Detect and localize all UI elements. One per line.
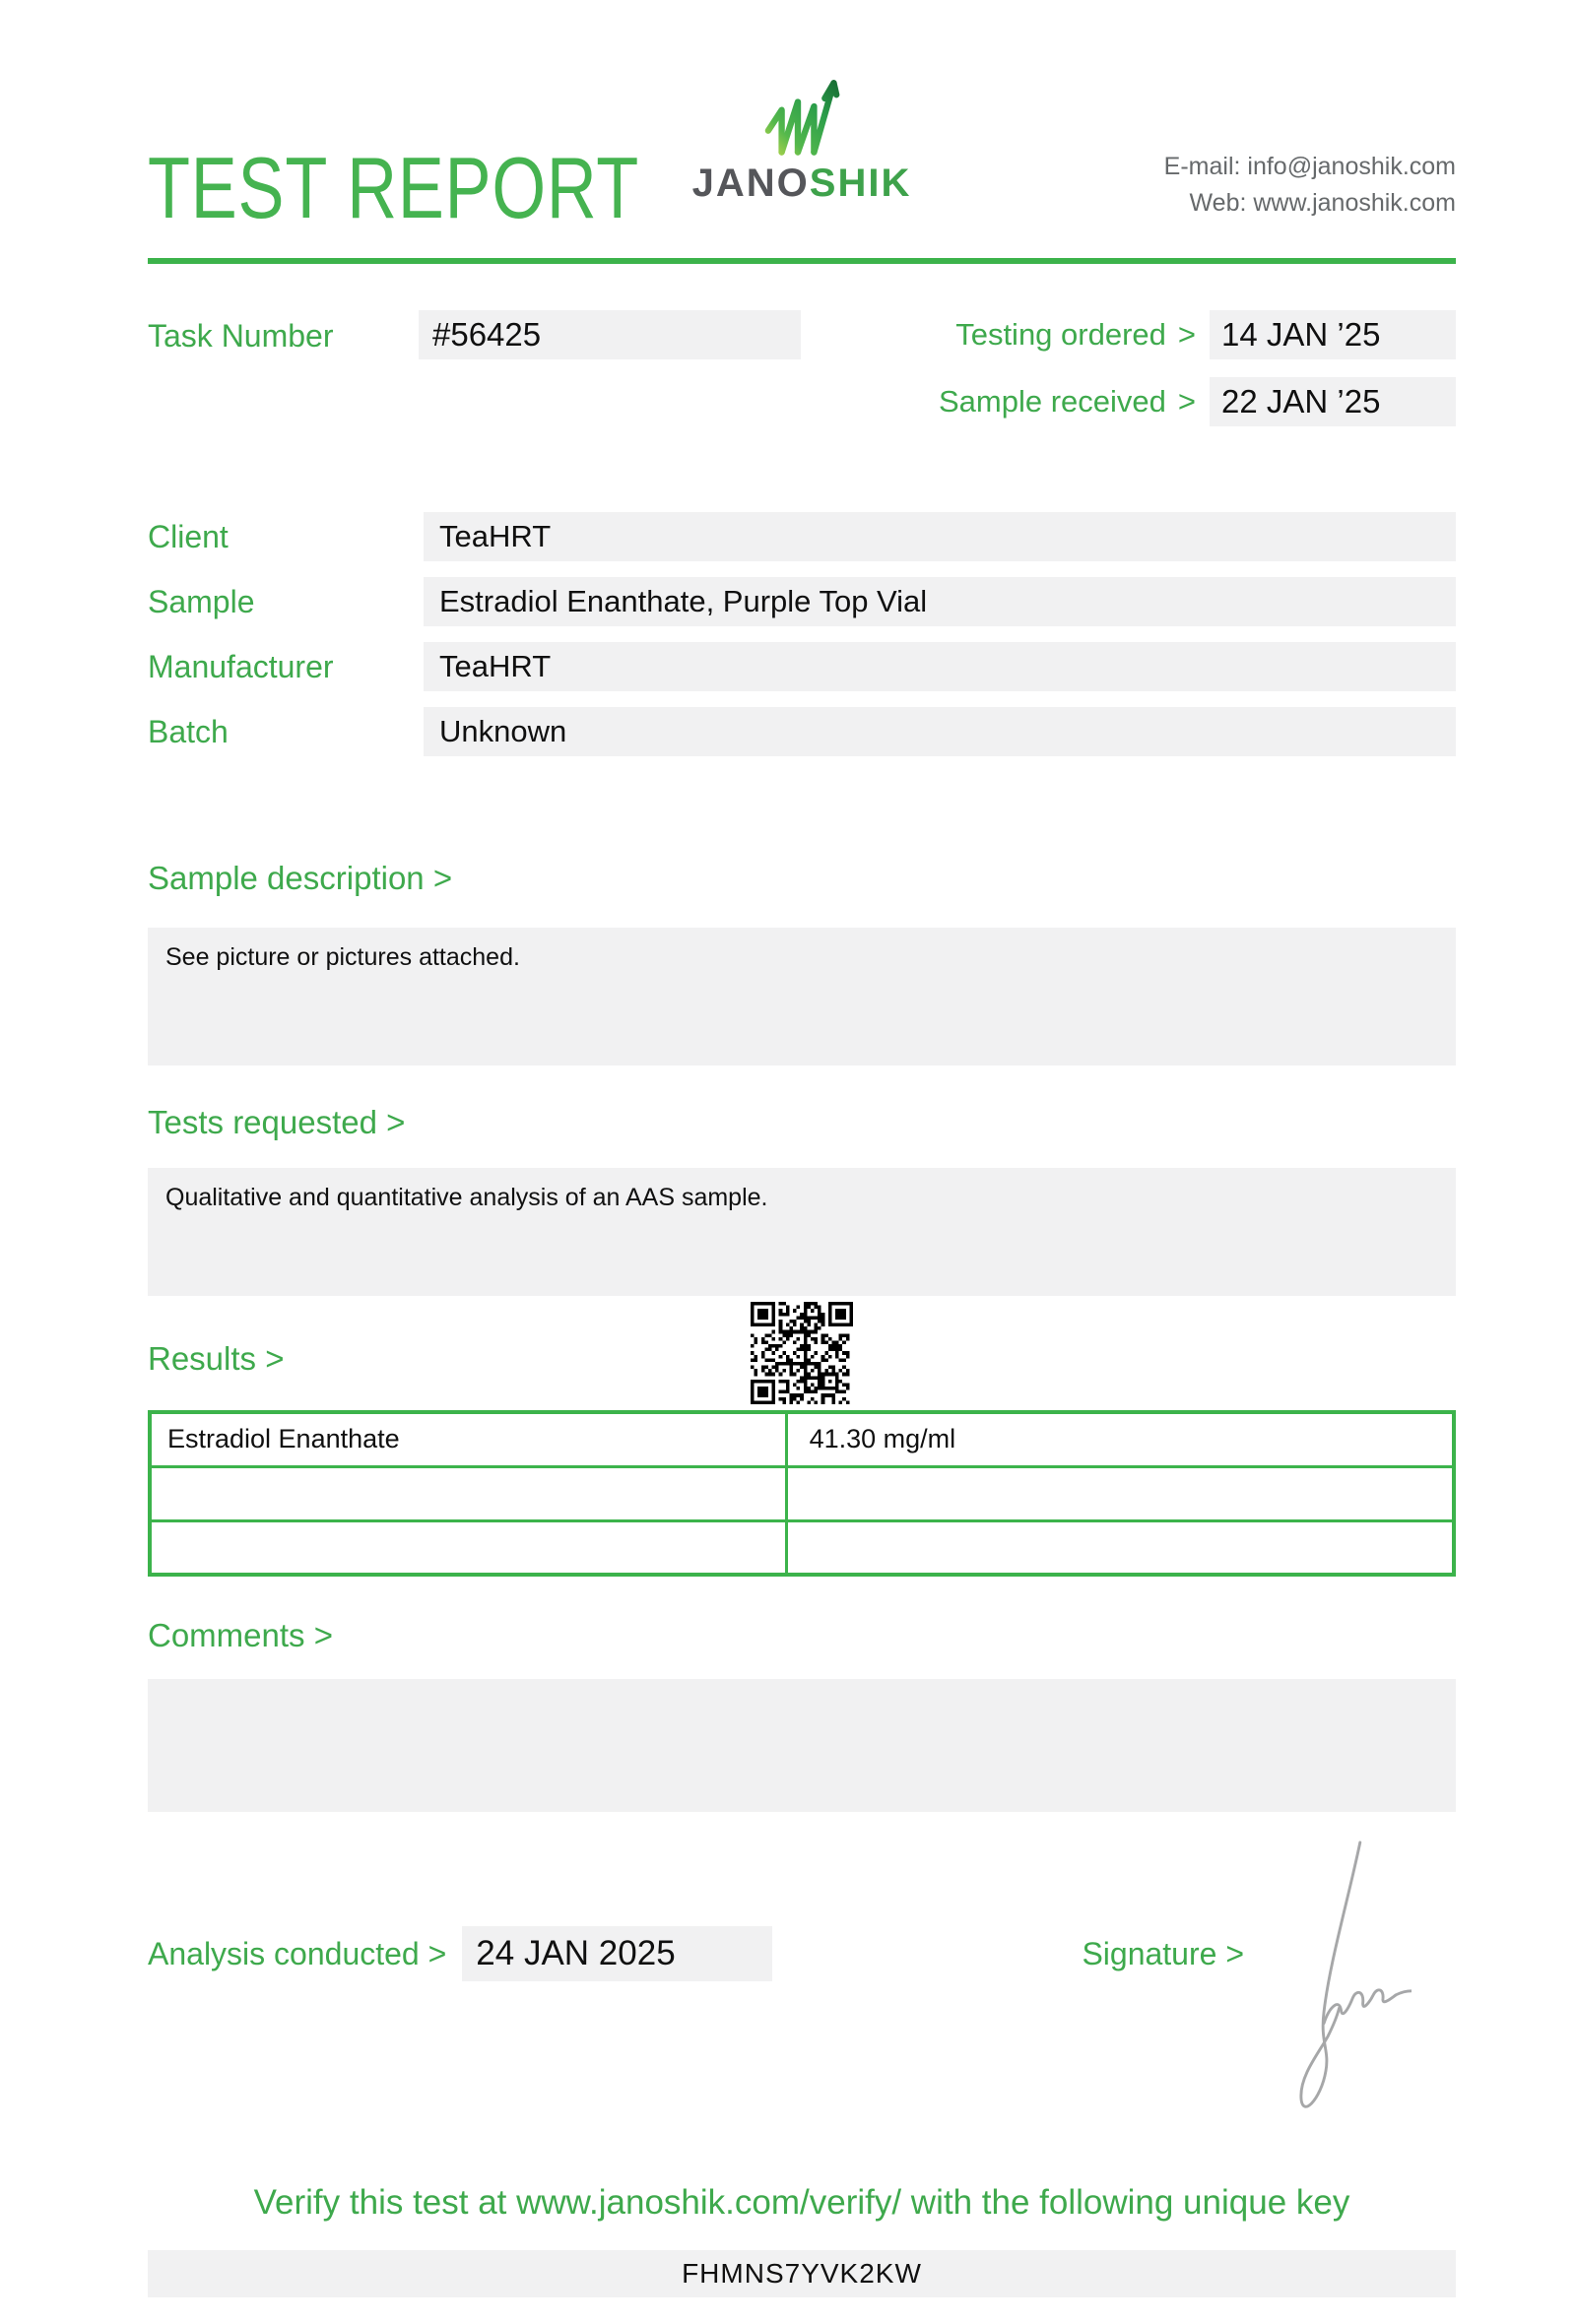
signature-scribble (1269, 1832, 1412, 2137)
result-analyte-cell (150, 1466, 786, 1520)
sample-received-label: Sample received (938, 384, 1166, 419)
page-title: TEST REPORT (148, 139, 640, 236)
logo-text-shik: SHIK (809, 161, 912, 205)
tests-requested-box: Qualitative and quantitative analysis of an AAS sample. (148, 1168, 1456, 1296)
verify-instruction: Verify this test at www.janoshik.com/verify/ with the following unique key (253, 2183, 1350, 2222)
batch-row (148, 707, 1456, 756)
sample-value: Estradiol Enanthate, Purple Top Vial (424, 577, 1456, 626)
web-link[interactable]: www.janoshik.com (1253, 189, 1456, 217)
divider-rule (148, 258, 1456, 264)
verify-key: FHMNS7YVK2KW (148, 2250, 1456, 2297)
table-row (150, 1466, 1454, 1520)
testing-ordered-label: Testing ordered (955, 317, 1166, 352)
analysis-conducted-label: Analysis conducted > (148, 1935, 447, 1971)
chevron-right-icon: > (1177, 317, 1196, 352)
sample-description-heading: Sample description > (148, 860, 453, 896)
web-label: Web: (1189, 189, 1254, 217)
sample-received-row (939, 377, 1456, 426)
task-section (148, 310, 1456, 426)
result-value-cell (786, 1520, 1454, 1575)
sample-row (148, 577, 1456, 626)
chevron-right-icon: > (1177, 384, 1196, 419)
result-analyte-cell (150, 1520, 786, 1575)
logo-wordmark (692, 163, 912, 203)
manufacturer-label: Manufacturer (148, 648, 334, 684)
table-row (150, 1412, 1454, 1466)
logo-chart-arrows-icon (761, 77, 842, 158)
tests-requested-heading: Tests requested > (148, 1104, 406, 1140)
client-value: TeaHRT (424, 512, 1456, 561)
client-label: Client (148, 518, 229, 554)
analysis-date-value: 24 JAN 2025 (462, 1926, 772, 1981)
logo-text-jano: JANO (691, 161, 810, 205)
result-analyte-cell: Estradiol Enanthate (150, 1412, 786, 1466)
task-number-label: Task Number (148, 318, 334, 354)
manufacturer-row (148, 642, 1456, 691)
header (148, 79, 1456, 236)
dates-block (939, 310, 1456, 426)
comments-box (148, 1679, 1456, 1812)
client-row (148, 512, 1456, 561)
results-strip (148, 1302, 1456, 1404)
testing-ordered-value: 14 JAN ’25 (1210, 310, 1456, 359)
sample-received-value: 22 JAN ’25 (1210, 377, 1456, 426)
results-table (148, 1410, 1456, 1577)
result-value-cell: 41.30 mg/ml (786, 1412, 1454, 1466)
batch-value: Unknown (424, 707, 1456, 756)
email-link[interactable]: info@janoshik.com (1247, 153, 1456, 180)
results-heading: Results > (148, 1340, 285, 1377)
sample-description-box: See picture or pictures attached. (148, 928, 1456, 1065)
result-value-cell (786, 1466, 1454, 1520)
signature-label: Signature > (1082, 1935, 1244, 1971)
batch-label: Batch (148, 713, 229, 749)
sample-label: Sample (148, 583, 255, 619)
manufacturer-value: TeaHRT (424, 642, 1456, 691)
contact-web-line (1164, 185, 1456, 222)
qr-code (751, 1302, 853, 1404)
janoshik-logo (692, 77, 912, 203)
analysis-signature-row (148, 1926, 1456, 1981)
task-number-value: #56425 (419, 310, 801, 359)
testing-ordered-row (955, 310, 1456, 359)
contact-info (1164, 149, 1456, 222)
contact-email-line (1164, 149, 1456, 185)
comments-heading: Comments > (148, 1617, 333, 1653)
sample-info-section (148, 512, 1456, 756)
table-row (150, 1520, 1454, 1575)
email-label: E-mail: (1163, 153, 1248, 180)
